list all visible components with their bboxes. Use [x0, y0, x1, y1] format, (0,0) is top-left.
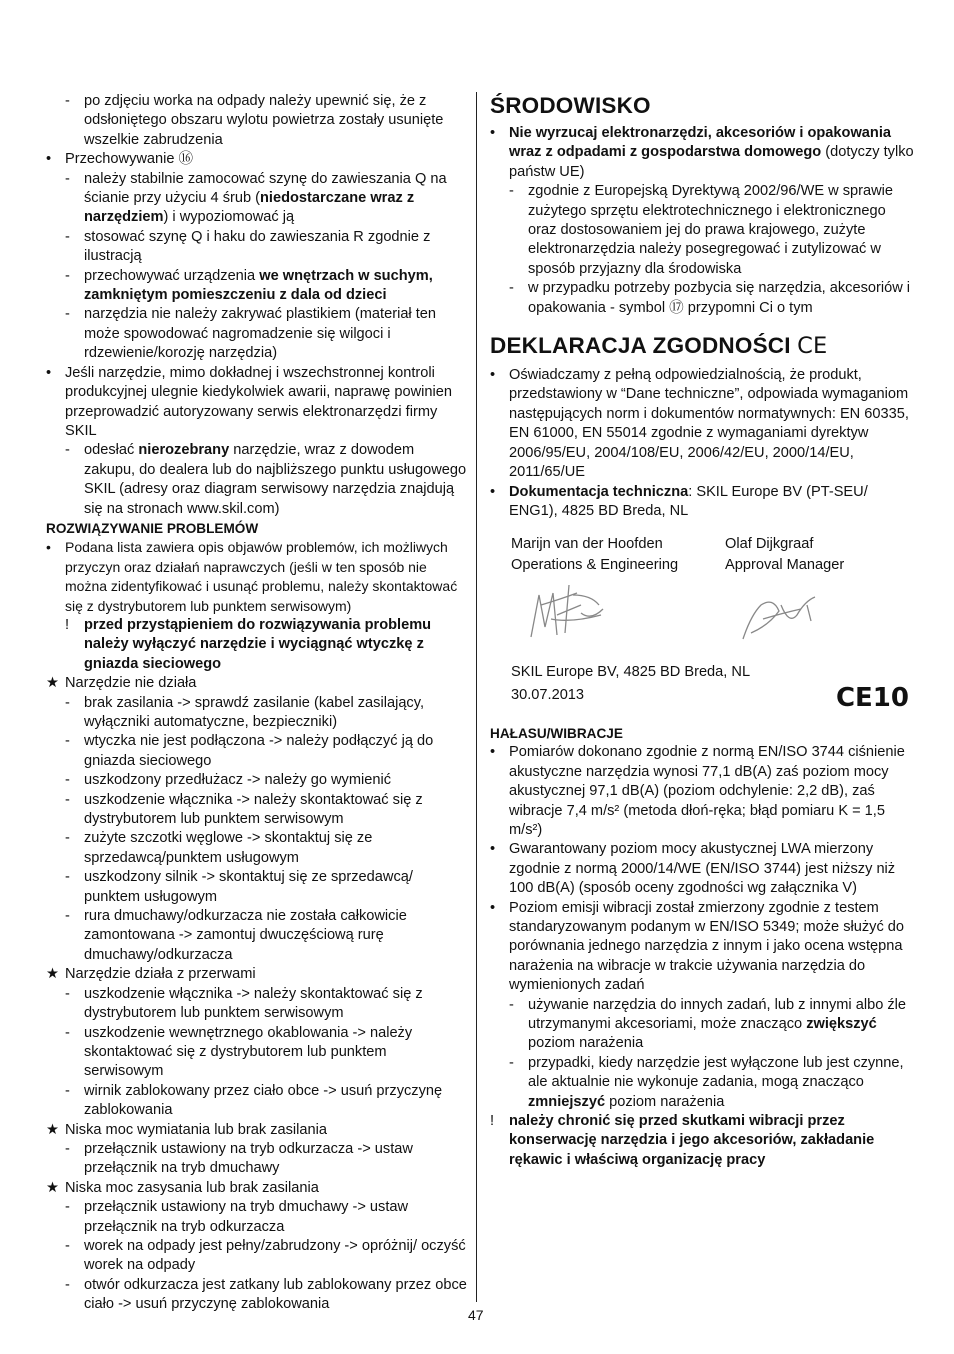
- item-text: uszkodzenie włącznika -> należy skontaktować się z dystrybutorem lub punktem serwisowym: [84, 791, 423, 828]
- signatories: [511, 535, 914, 575]
- item-text: uszkodzony silnik -> skontaktuj się ze sprzedawcą/ punktem usługowym: [84, 869, 413, 905]
- bullet-marker: !: [65, 616, 70, 633]
- list-item: [490, 840, 914, 898]
- list-item: [46, 364, 468, 442]
- bold-text: Nie wyrzucaj elektronarzędzi, akcesoriów i opakowania wraz z odpadami z gospodarstwa domowego: [509, 125, 892, 161]
- bullet-marker: -: [65, 869, 70, 886]
- list-item: [46, 92, 468, 150]
- bullet-marker: -: [509, 1054, 514, 1071]
- left-column: [46, 92, 468, 1315]
- troubleshooting-list: [46, 538, 468, 1314]
- list-item: [46, 965, 468, 984]
- bullet-marker: -: [65, 985, 70, 1002]
- bullet-marker: -: [65, 228, 70, 245]
- list-item: [46, 170, 468, 228]
- ce-10-mark-icon: CE10: [835, 682, 909, 713]
- list-item: [46, 538, 468, 616]
- troubleshooting-heading: ROZWIĄZYWANIE PROBLEMÓW: [46, 520, 259, 536]
- bullet-marker: -: [65, 1199, 70, 1216]
- signatory-role: Operations & Engineering: [511, 556, 679, 573]
- date-row: [511, 682, 909, 713]
- bullet-marker: •: [46, 539, 51, 556]
- ce-mark-icon: CE: [797, 333, 828, 360]
- column-divider: [476, 92, 477, 1302]
- environment-heading: ŚRODOWISKO: [490, 93, 651, 118]
- noise-list: [490, 743, 914, 1170]
- list-item: [46, 1121, 468, 1140]
- list-item: [490, 124, 914, 182]
- item-text: po zdjęciu worka na odpady należy upewnić się, że z odsłoniętego obszaru wylotu powietrza zostały usunięte wszelkie zabrudzenia: [84, 93, 444, 148]
- bullet-marker: -: [65, 1024, 70, 1041]
- declaration-list: [490, 366, 914, 521]
- bullet-marker: •: [46, 364, 52, 381]
- signature-images: [511, 575, 909, 657]
- item-text: używanie narzędzia do innych zadań, lub z innymi albo źle utrzymanymi akcesoriami, może znacząco: [528, 996, 907, 1033]
- bullet-marker: -: [65, 830, 70, 847]
- list-item: [46, 907, 468, 965]
- bullet-marker: •: [490, 744, 496, 761]
- item-text: przełącznik ustawiony na tryb odkurzacza -> ustaw przełącznik na tryb dmuchawy: [84, 1140, 413, 1177]
- item-text: przechowywać urządzenia: [84, 267, 260, 284]
- declaration-heading-text: DEKLARACJA ZGODNOŚCI: [490, 333, 791, 359]
- bullet-marker: -: [65, 694, 70, 711]
- list-item: [46, 829, 468, 868]
- item-text: poziom narażenia: [605, 1093, 725, 1110]
- bullet-marker: ★: [46, 1121, 60, 1138]
- noise-heading: HAŁASU/WIBRACJE: [490, 725, 623, 741]
- bullet-marker: -: [65, 93, 70, 109]
- bullet-marker: -: [65, 442, 70, 459]
- list-item: [46, 441, 468, 519]
- bold-text: przed przystąpieniem do rozwiązywania problemu należy wyłączyć narzędzie i wyciągnąć wtyczkę z gniazda sieciowego: [84, 616, 432, 672]
- signature-1: [531, 585, 603, 637]
- list-item: [46, 305, 468, 363]
- item-text: : SKIL Europe BV (PT-SEU/ ENG1), 4825 BD Breda, NL: [509, 483, 868, 519]
- item-text: zużyte szczotki węglowe -> skontaktuj się ze sprzedawcą/punktem usługowym: [84, 830, 373, 866]
- item-text: Przechowywanie ⑯: [65, 151, 194, 168]
- list-item: [490, 366, 914, 482]
- item-text: Poziom emisji wibracji został zmierzony zgodnie z testem standaryzowanym podanym w EN/ISO 5349; może służyć do porównania jednego narzędzia z innym i jako ocena wstępna narażenia na wibracje w trakcie używania narzędzia do wymienionych zadań: [509, 899, 905, 994]
- declaration-date: 30.07.2013: [511, 686, 585, 703]
- list-item: [46, 868, 468, 907]
- item-text: uszkodzony przedłużacz -> należy go wymienić: [84, 772, 392, 789]
- item-text: Niska moc wymiatania lub brak zasilania: [65, 1121, 327, 1138]
- signatory-role: Approval Manager: [725, 556, 845, 573]
- bold-text: niedostarczane wraz z narzędziem: [84, 190, 415, 226]
- bullet-marker: -: [65, 1140, 70, 1157]
- bullet-marker: ★: [46, 675, 60, 692]
- list-item: [490, 743, 914, 840]
- item-text: uszkodzenie włącznika -> należy skontaktować się z dystrybutorem lub punktem serwisowym: [84, 985, 423, 1022]
- list-item: [490, 899, 914, 996]
- bold-text: we wnętrzach w suchym, zamkniętym pomieszczeniu z dala od dzieci: [84, 267, 433, 304]
- list-item: [490, 182, 914, 279]
- bullet-marker: -: [65, 791, 70, 808]
- bullet-marker: •: [490, 125, 496, 141]
- bullet-marker: •: [490, 367, 496, 384]
- item-text: Narzędzie nie działa: [65, 675, 197, 692]
- company-line: SKIL Europe BV, 4825 BD Breda, NL: [511, 664, 751, 681]
- bullet-marker: !: [490, 1113, 495, 1130]
- list-item: [46, 694, 468, 733]
- signature-2: [743, 597, 815, 639]
- signatory-name: Olaf Dijkgraaf: [725, 536, 814, 553]
- bullet-marker: -: [65, 170, 70, 187]
- list-item: [490, 996, 914, 1054]
- environment-list: [490, 124, 914, 318]
- list-item: [46, 1276, 468, 1315]
- bullet-marker: -: [65, 908, 70, 925]
- list-item: [46, 674, 468, 693]
- item-text: narzędzie, wraz z dowodem zakupu, do dealera lub do najbliższego punktu usługowego SKIL (adresy oraz diagram serwisowy narzędzia znajdują się na stronach www.skil.com): [84, 442, 467, 517]
- list-item: [46, 150, 468, 169]
- item-text: stosować szynę Q i haku do zawieszania R zgodnie z ilustracją: [84, 228, 431, 265]
- item-text: przypadki, kiedy narzędzie jest wyłączone lub jest czynne, ale aktualnie nie wykonuje zadania, mogą znacząco: [528, 1054, 904, 1091]
- storage-service-list: [46, 92, 468, 519]
- bullet-marker: -: [65, 1237, 70, 1254]
- right-column: [490, 92, 914, 1170]
- item-text: odesłać: [84, 442, 139, 459]
- bullet-marker: •: [490, 841, 496, 858]
- bullet-marker: -: [65, 1082, 70, 1099]
- list-item: [46, 1237, 468, 1276]
- list-item: [46, 732, 468, 771]
- item-text: uszkodzenie wewnętrznego okablowania -> należy skontaktować się z dystrybutorem lub punktem serwisowym: [84, 1024, 413, 1080]
- bullet-marker: •: [46, 151, 52, 168]
- bullet-marker: -: [509, 183, 514, 200]
- bullet-marker: -: [65, 267, 70, 284]
- list-item: [46, 228, 468, 267]
- list-item: [46, 267, 468, 306]
- item-text: ) i wypoziomować ją: [163, 209, 295, 226]
- item-text: wirnik zablokowany przez ciało obce -> usuń przyczynę zablokowania: [84, 1082, 443, 1119]
- page-number: 47: [468, 1307, 484, 1323]
- bullet-marker: -: [65, 1276, 70, 1293]
- item-text: (dotyczy tylko państw UE): [509, 144, 914, 180]
- item-text: należy stabilnie zamocować szynę do zawieszania Q na ścianie przy użyciu 4 śrub (: [84, 170, 447, 207]
- item-text: Pomiarów dokonano zgodnie z normą EN/ISO 3744 ciśnienie akustyczne narzędzia wynosi 77,1 dB(A) zaś poziom mocy akustycznej 97,1 dB(A) (poziom odchylenie: 2,2 dB), zaś wibracje 7,4 m/s² (metoda dłoń-ręka; błąd pomiaru K = 1,5 m/s²): [509, 744, 905, 838]
- bullet-marker: •: [490, 899, 496, 916]
- bold-text: zmniejszyć: [528, 1093, 606, 1110]
- list-item: [490, 483, 914, 522]
- list-item: [490, 279, 914, 318]
- bullet-marker: ★: [46, 1179, 60, 1196]
- list-item: [46, 791, 468, 830]
- list-item: [490, 1112, 914, 1170]
- item-text: przełącznik ustawiony na tryb dmuchawy -> ustaw przełącznik na tryb odkurzacza: [84, 1199, 409, 1235]
- bold-text: nierozebrany: [138, 442, 230, 459]
- item-text: worek na odpady jest pełny/zabrudzony -> opróżnij/ oczyść worek na odpady: [84, 1237, 466, 1274]
- signatory-name: Marijn van der Hoofden: [511, 536, 663, 553]
- bullet-marker: -: [509, 280, 514, 297]
- item-text: otwór odkurzacza jest zatkany lub zablokowany przez obce ciało -> usuń przyczynę zablokowania: [84, 1276, 467, 1313]
- item-text: Narzędzie działa z przerwami: [65, 966, 256, 983]
- bullet-marker: ★: [46, 966, 60, 983]
- bullet-marker: -: [509, 996, 514, 1013]
- item-text: Jeśli narzędzie, mimo dokładnej i wszechstronnej kontroli produkcyjnej ulegnie kiedykolwiek awarii, naprawę powinien przeprowadzić autoryzowany serwis elektronarzędzi firmy SKIL: [65, 364, 452, 439]
- signatures: [511, 575, 914, 657]
- item-text: wtyczka nie jest podłączona -> należy podłączyć ją do gniazda sieciowego: [84, 733, 434, 769]
- item-text: poziom narażenia: [528, 1035, 644, 1052]
- list-item: [46, 1082, 468, 1121]
- item-text: w przypadku potrzeby pozbycia się narzędzia, akcesoriów i opakowania - symbol ⑰ przypomni Ci o tym: [528, 280, 911, 316]
- bold-text: zwiększyć: [806, 1016, 877, 1033]
- bullet-marker: -: [65, 306, 70, 323]
- declaration-heading: [490, 333, 914, 359]
- list-item: [46, 985, 468, 1024]
- list-item: [46, 1140, 468, 1179]
- list-item: [46, 1179, 468, 1198]
- list-item: [46, 771, 468, 790]
- list-item: [46, 1024, 468, 1082]
- item-text: narzędzia nie należy zakrywać plastikiem (materiał ten może spowodować nagromadzenie się wilgoci i rdzewienie/korozję narzędzia): [84, 306, 437, 362]
- bullet-marker: -: [65, 733, 70, 750]
- bullet-marker: •: [490, 483, 496, 500]
- item-text: Niska moc zasysania lub brak zasilania: [65, 1179, 319, 1196]
- item-text: Gwarantowany poziom mocy akustycznej LWA mierzony zgodnie z normą 2000/14/WE (EN/ISO 3744) jest niższy niż 100 dB(A) (sposób oceny zgodności wg załącznika V): [509, 841, 896, 897]
- item-text: Oświadczamy z pełną odpowiedzialnością, że produkt, przedstawiony w “Dane techniczne”, odpowiada wymaganiom następujących norm i dokumentów normatywnych: EN 60335, EN 61000, EN 55014 zgodnie z wymaganiami dyrektyw 2006/95/EU, 2004/108/EU, 2006/42/EU, 2000/14/EU, 2011/65/UE: [509, 367, 909, 481]
- list-item: [46, 1198, 468, 1237]
- list-item: [490, 1054, 914, 1112]
- list-item: [46, 616, 468, 674]
- bullet-marker: -: [65, 772, 70, 789]
- item-text: zgodnie z Europejską Dyrektywą 2002/96/WE w sprawie zużytego sprzętu elektrotechnicznego i elektronicznego oraz dostosowaniem jej do prawa krajowego, zużyte elektronarzędzia należy posegregować i zutylizować w sposób przyjazny dla środowiska: [528, 183, 894, 277]
- bold-text: Dokumentacja techniczna: [509, 483, 689, 500]
- bold-text: należy chronić się przed skutkami wibracji przez konserwację narzędzia i jego akcesoriów, zakładanie rękawic i właściwą organizację pracy: [509, 1113, 875, 1168]
- item-text: brak zasilania -> sprawdź zasilanie (kabel zasilający, wyłączniki automatyczne, bezpieczniki): [84, 694, 424, 730]
- item-text: Podana lista zawiera opis objawów problemów, ich możliwych przyczyn oraz działań naprawczych (jeśli w ten sposób nie można zidentyfikować i usunąć problemu, należy skontaktować się z dystrybutorem lub punktem serwisowym): [65, 539, 458, 614]
- item-text: rura dmuchawy/odkurzacza nie została całkowicie zamontowana -> zamontuj dwuczęściową rurę dmuchawy/odkurzacza: [84, 908, 407, 963]
